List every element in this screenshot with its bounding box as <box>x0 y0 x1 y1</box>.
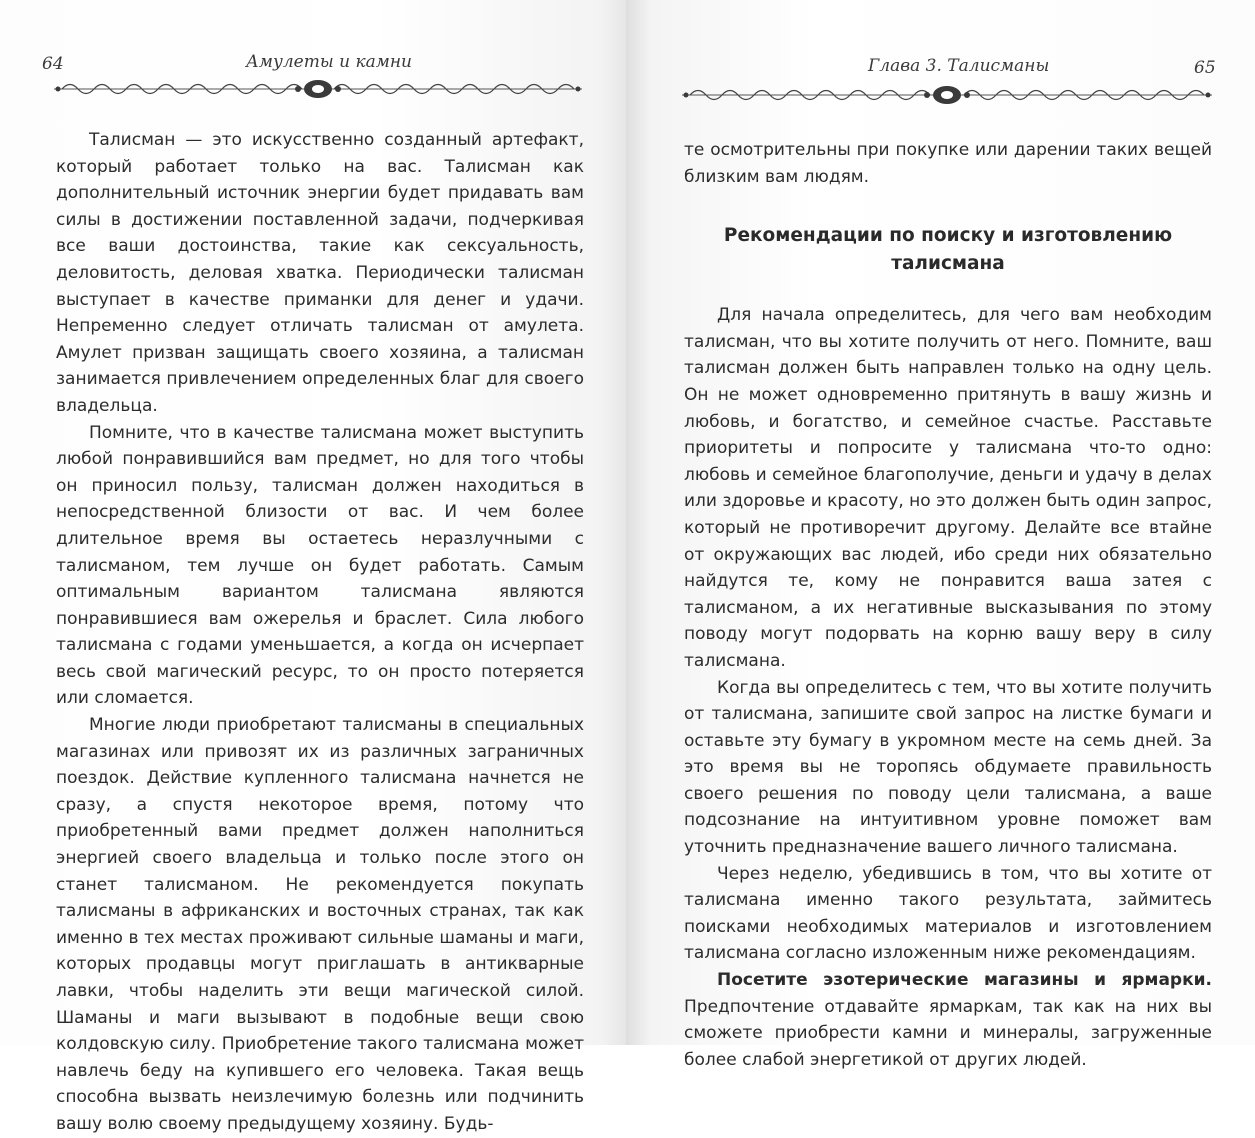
paragraph-rest: Предпочтение отдавайте ярмаркам, так как на них вы сможете приобрести камни и минералы, загруженные более слабой энергетикой от других людей. <box>684 996 1212 1070</box>
right-paragraph-4 <box>684 967 1212 1073</box>
right-paragraph-3: Через неделю, убедившись в том, что вы хотите от талисмана именно такого результата, займитесь поисками необходимых материалов и изготовлением талисмана согласно изложенным ниже рекомендациям. <box>684 863 1212 964</box>
continuation-paragraph: те осмотрительны при покупке или дарении таких вещей близким вам людям. <box>684 140 1212 187</box>
left-running-head: Амулеты и камни <box>246 52 412 72</box>
right-paragraph-1: Для начала определитесь, для чего вам необходим талисман, что вы хотите получить от него. Помните, ваш талисман должен быть направлен только на одну цель. Он не может одновременно притянуть в вашу жизнь и любовь, и богатство, и семейное счастье. Расставьте приоритеты и попросите у талисмана что-то одно: любовь и семейное благополучие, деньги и удачу в делах или здоровье и красоту, но это должен быть один запрос, который не противоречит другому. Делайте все втайне от окружающих вас людей, ибо среди них обязательно найдутся те, кому не понравится ваша затея с талисманом, а их негативные высказывания по этому поводу могут подорвать на корню вашу веру в силу талисмана. <box>684 305 1212 671</box>
left-page <box>0 0 626 1134</box>
paragraph-bold-lead: Посетите эзотерические магазины и ярмарки. <box>717 970 1212 991</box>
right-header-ornament <box>680 84 1214 106</box>
section-title: Рекомендации по поиску и изготовлению талисмана <box>723 225 1173 275</box>
left-page-number: 64 <box>42 54 64 74</box>
header-ornament-graphic <box>52 78 584 100</box>
right-page <box>626 0 1255 1070</box>
left-paragraph-3: Многие люди приобретают талисманы в специальных магазинах или привозят их из различных заграничных поездок. Действие купленного талисмана начнется не сразу, а спустя некоторое время, потому что приобретенный вами предмет должен наполниться энергией своего владельца и только после этого он станет талисманом. Не рекомендуется покупать талисманы в африканских и восточных странах, так как именно в тех местах проживают сильные шаманы и маги, которых продавцы могут приглашать в антикварные лавки, чтобы наделить эти вещи магической силой. Шаманы и маги вызывают в подобные вещи свою колдовскую силу. Приобретение такого талисмана может навлечь беду на купившего его человека. Такая вещь способна вызвать неизлечимую болезнь или подчинить вашу волю своему предыдущему хозяину. Будь- <box>56 715 584 1134</box>
right-paragraph-2: Когда вы определитесь с тем, что вы хотите получить от талисмана, запишите свой запрос на листке бумаги и оставьте эту бумагу в укромном месте на семь дней. За это время вы не торопясь обдумаете правильность своего решения по поводу цели талисмана, а ваше подсознание на интуитивном уровне поможет вам уточнить предназначение вашего личного талисмана. <box>684 677 1212 858</box>
left-paragraph-2: Помните, что в качестве талисмана может выступить любой понравившийся вам предмет, но для того чтобы он приносил пользу, талисман должен находиться в непосредственной близости от вас. И чем более длительное время вы остаетесь неразлучными с талисманом, тем лучше он будет работать. Самым оптимальным вариантом талисмана являются понравившиеся вам ожерелья и браслет. Сила любого талисмана с годами уменьшается, а когда он исчерпает весь свой магический ресурс, то он просто потеряется или сломается. <box>56 422 584 709</box>
left-paragraph-1: Талисман — это искусственно созданный артефакт, который работает только на вас. Талисман как дополнительный источник энергии будет придавать вам силы в достижении поставленной задачи, подчеркивая все ваши достоинства, такие как сексуальность, деловитость, деловая хватка. Периодически талисман выступает в качестве приманки для денег и удачи. Непременно следует отличать талисман от амулета. Амулет призван защищать своего хозяина, а талисман занимается привлечением определенных благ для своего владельца. <box>56 130 584 416</box>
header-ornament-graphic <box>680 84 1214 106</box>
right-page-body <box>684 137 1212 1073</box>
right-running-head: Глава 3. Талисманы <box>868 56 1050 76</box>
left-page-body <box>56 127 584 1138</box>
right-page-number: 65 <box>1194 58 1216 78</box>
left-header-ornament <box>52 78 584 100</box>
